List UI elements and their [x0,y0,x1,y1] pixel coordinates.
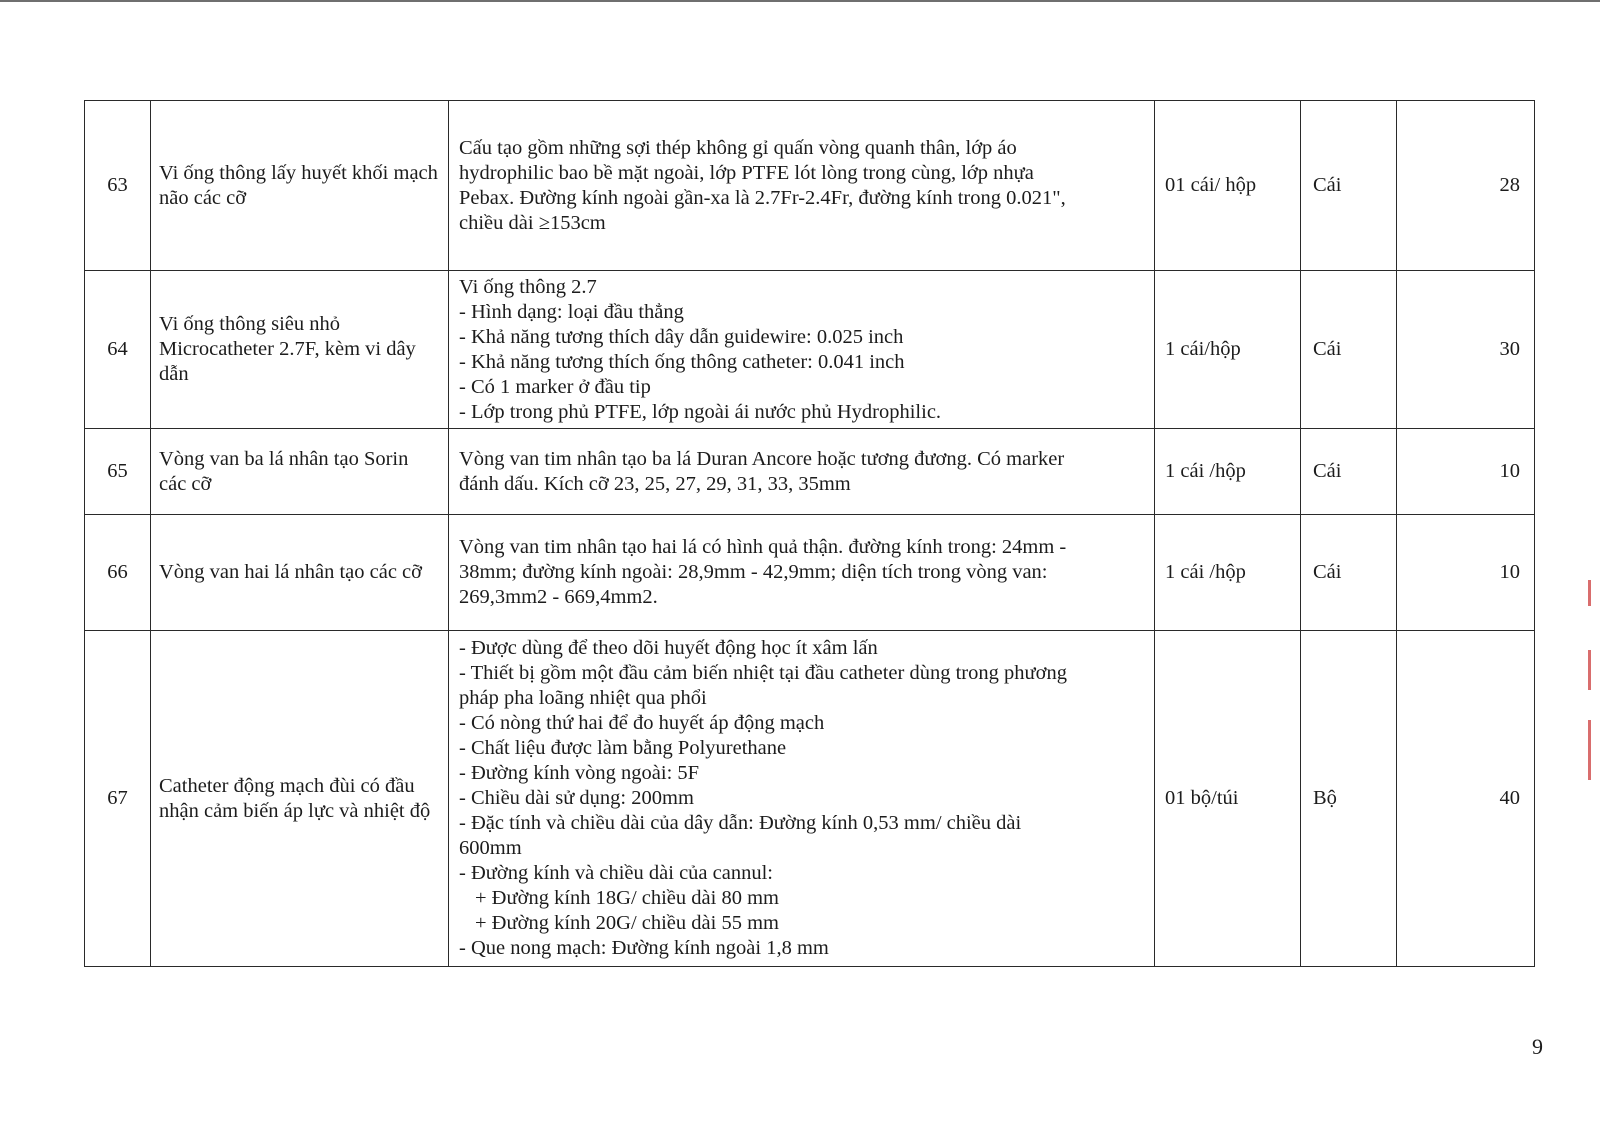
spec-line: - Chất liệu được làm bằng Polyurethane [459,737,787,759]
spec-line: - Khả năng tương thích ống thông catheter: 0.041 inch [459,350,905,373]
margin-stamp-mark [1588,580,1591,606]
equipment-table [84,100,1535,967]
unit: Cái [1301,271,1397,429]
quantity: 28 [1397,101,1535,271]
spec-line: + Đường kính 18G/ chiều dài 80 mm [475,887,779,909]
table-row [85,515,1535,631]
spec-line: chiều dài ≥153cm [459,211,606,234]
spec-line: - Được dùng để theo dõi huyết động học ít xâm lấn [459,637,878,659]
row-number: 65 [85,429,151,515]
packing-spec: 1 cái /hộp [1155,429,1301,515]
unit: Bộ [1301,631,1397,967]
spec-line: - Hình dạng: loại đầu thẳng [459,300,684,323]
spec-line: Vòng van tim nhân tạo hai lá có hình quả thận. đường kính trong: 24mm - [459,536,1067,558]
unit: Cái [1301,515,1397,631]
spec-line: 38mm; đường kính ngoài: 28,9mm - 42,9mm; diện tích trong vòng van: [459,561,1048,583]
item-specification [449,101,1155,271]
page-number: 9 [1532,1034,1543,1059]
margin-stamp-mark [1588,720,1591,780]
item-name: Vi ống thông siêu nhỏ Microcatheter 2.7F, kèm vi dây dẫn [151,271,449,429]
spec-line: pháp pha loãng nhiệt qua phổi [459,687,707,709]
item-name: Vi ống thông lấy huyết khối mạch não các cỡ [151,101,449,271]
row-number: 63 [85,101,151,271]
row-number: 64 [85,271,151,429]
spec-line: Cấu tạo gồm những sợi thép không gỉ quấn vòng quanh thân, lớp áo [459,136,1017,159]
spec-line: - Thiết bị gồm một đầu cảm biến nhiệt tại đầu catheter dùng trong phương [459,662,1067,684]
spec-line: - Đặc tính và chiều dài của dây dẫn: Đường kính 0,53 mm/ chiều dài [459,812,1022,834]
table-row [85,271,1535,429]
item-name: Vòng van hai lá nhân tạo các cỡ [151,515,449,631]
spec-line: + Đường kính 20G/ chiều dài 55 mm [475,912,779,934]
spec-line: 269,3mm2 - 669,4mm2. [459,586,658,608]
spec-line: - Khả năng tương thích dây dẫn guidewire: 0.025 inch [459,325,904,348]
table-row [85,429,1535,515]
spec-line: - Đường kính vòng ngoài: 5F [459,762,700,784]
item-specification [449,271,1155,429]
spec-line: Pebax. Đường kính ngoài gần-xa là 2.7Fr-2.4Fr, đường kính trong 0.021", [459,186,1066,209]
packing-spec: 01 cái/ hộp [1155,101,1301,271]
packing-spec: 1 cái /hộp [1155,515,1301,631]
top-border-line [0,0,1600,2]
quantity: 10 [1397,429,1535,515]
spec-line: - Đường kính và chiều dài của cannul: [459,862,773,884]
spec-line: - Có 1 marker ở đầu tip [459,375,651,398]
quantity: 10 [1397,515,1535,631]
packing-spec: 01 bộ/túi [1155,631,1301,967]
spec-line: Vi ống thông 2.7 [459,275,597,298]
item-name: Vòng van ba lá nhân tạo Sorin các cỡ [151,429,449,515]
spec-line: - Có nòng thứ hai để đo huyết áp động mạch [459,712,825,734]
spec-line: hydrophilic bao bề mặt ngoài, lớp PTFE lót lòng trong cùng, lớp nhựa [459,161,1034,184]
spec-line: - Lớp trong phủ PTFE, lớp ngoài ái nước phủ Hydrophilic. [459,400,942,423]
margin-stamp-mark [1588,650,1591,690]
row-number: 66 [85,515,151,631]
unit: Cái [1301,101,1397,271]
spec-line: - Chiều dài sử dụng: 200mm [459,787,694,809]
spec-line: đánh dấu. Kích cỡ 23, 25, 27, 29, 31, 33, 35mm [459,472,851,495]
item-specification [449,631,1155,967]
item-name: Catheter động mạch đùi có đầu nhận cảm biến áp lực và nhiệt độ [151,631,449,967]
row-number: 67 [85,631,151,967]
spec-line: 600mm [459,837,522,859]
table-row [85,101,1535,271]
quantity: 30 [1397,271,1535,429]
item-specification [449,429,1155,515]
item-specification [449,515,1155,631]
packing-spec: 1 cái/hộp [1155,271,1301,429]
unit: Cái [1301,429,1397,515]
spec-line: Vòng van tim nhân tạo ba lá Duran Ancore hoặc tương đương. Có marker [459,447,1065,470]
spec-line: - Que nong mạch: Đường kính ngoài 1,8 mm [459,937,829,959]
table-row [85,631,1535,967]
quantity: 40 [1397,631,1535,967]
